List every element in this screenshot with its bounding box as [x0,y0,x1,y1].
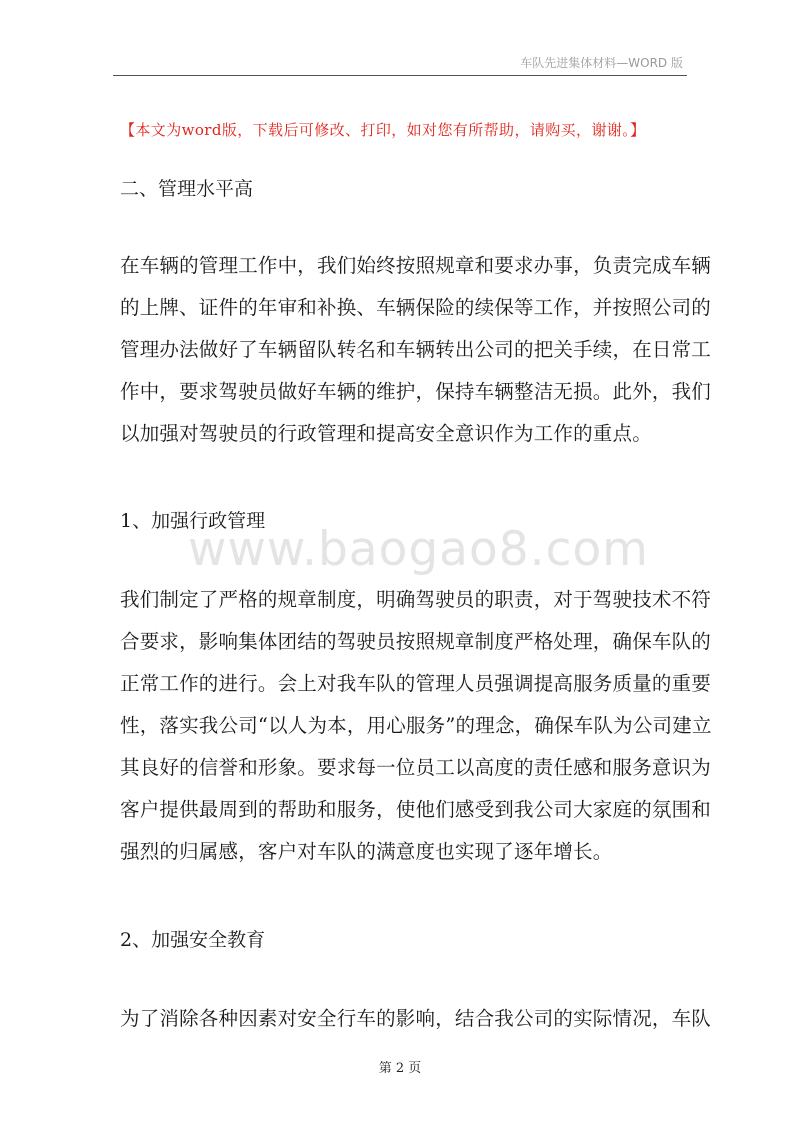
paragraph-line: 管理办法做好了车辆留队转名和车辆转出公司的把关手续，在日常工 [120,338,712,361]
paragraph-line: 合要求，影响集体团结的驾驶员按照规章制度严格处理，确保车队的 [120,630,712,653]
paragraph-line: 强烈的归属感，客户对车队的满意度也实现了逐年增长。 [120,840,613,863]
running-header: 车队先进集体材料—WORD 版 [520,56,683,70]
subsection-heading: 2、加强安全教育 [120,929,266,951]
watermark: www.baogao8.com [188,522,649,577]
paragraph-line: 性，落实我公司“以人为本，用心服务”的理念，确保车队为公司建立 [120,714,712,737]
header-divider [113,75,687,76]
paragraph-line: 作中，要求驾驶员做好车辆的维护，保持车辆整洁无损。此外，我们 [120,380,712,403]
paragraph [120,245,712,455]
paragraph [120,998,712,1040]
paragraph-line: 正常工作的进行。会上对我车队的管理人员强调提高服务质量的重要 [120,672,712,695]
paragraph-line: 客户提供最周到的帮助和服务，使他们感受到我公司大家庭的氛围和 [120,798,712,821]
subsection-heading: 1、加强行政管理 [120,510,266,532]
paragraph [120,579,712,873]
page-number: 第 2 页 [378,1061,422,1076]
purchase-notice: 【本文为word版，下载后可修改、打印，如对您有所帮助，请购买，谢谢。】 [120,121,646,139]
paragraph-line: 的上牌、证件的年审和补换、车辆保险的续保等工作，并按照公司的 [120,296,712,319]
paragraph-line: 其良好的信誉和形象。要求每一位员工以高度的责任感和服务意识为 [120,756,712,779]
paragraph-line: 我们制定了严格的规章制度，明确驾驶员的职责，对于驾驶技术不符 [120,588,712,611]
paragraph-line: 在车辆的管理工作中，我们始终按照规章和要求办事，负责完成车辆 [120,254,712,277]
paragraph-line: 为了消除各种因素对安全行车的影响，结合我公司的实际情况，车队 [120,1007,712,1030]
paragraph-line: 以加强对驾驶员的行政管理和提高安全意识作为工作的重点。 [120,422,652,445]
section-heading: 二、管理水平高 [120,178,254,200]
